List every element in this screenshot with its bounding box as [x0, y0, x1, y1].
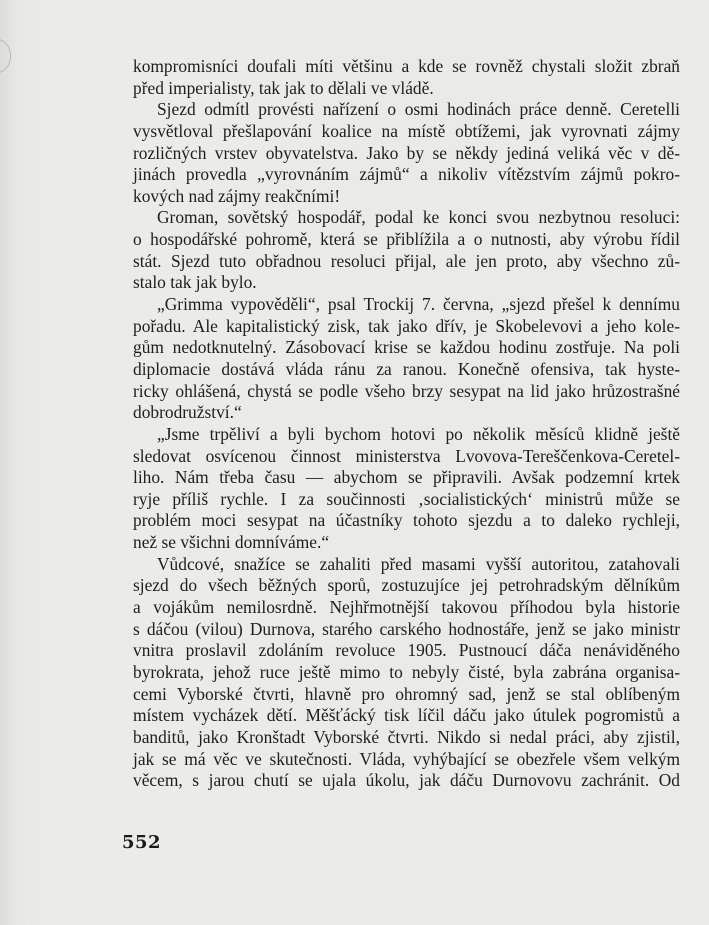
- text-line: kových nad zájmy reakčními!: [133, 185, 341, 206]
- text-line: Vůdcové, snažíce se zahaliti před masami vyšší autoritou, zatahovali: [157, 553, 680, 574]
- text-line: kompromisníci doufali míti většinu a kde se rovněž chystali složit zbraň: [133, 56, 680, 76]
- text-line: pořadu. Ale kapitalistický zisk, tak jako dřív, je Skobelevovi a jeho kole-: [133, 315, 680, 336]
- paragraph: [133, 294, 680, 424]
- text-line: banditů, jako Kronštadt Vyborské čtvrti. Nikdo si nedal práci, aby zjistil,: [133, 726, 680, 747]
- paragraph: [133, 56, 680, 99]
- text-line: a vojákům nemilosrdně. Nejhřmotnější takovou příhodou byla historie: [133, 597, 680, 618]
- text-line: „Jsme trpěliví a byli bychom hotovi po několik měsíců klidně ještě: [157, 423, 680, 444]
- page-number: 552: [122, 832, 162, 853]
- text-line: než se všichni domníváme.“: [133, 532, 330, 553]
- text-line: před imperialisty, tak jak to dělali ve vládě.: [133, 77, 434, 98]
- text-line: Sjezd odmítl provésti nařízení o osmi hodinách práce denně. Ceretelli: [157, 99, 680, 120]
- text-line: gům nedotknutelný. Zásobovací krise se každou hodinu zostřuje. Na poli: [133, 337, 680, 358]
- text-line: vnitra proslavil zdoláním revoluce 1905. Pustnoucí dáča nenáviděného: [133, 640, 680, 661]
- text-line: byrokrata, jehož ruce ještě mimo to nebyly čisté, byla zabrána organisa-: [133, 661, 680, 682]
- text-line: s dáčou (vilou) Durnova, starého carského hodnostáře, jenž se jako ministr: [133, 618, 680, 639]
- binding-curve-mark: [0, 38, 11, 74]
- text-line: jinách provedla „vyrovnáním zájmů“ a nikoliv vítězstvím zájmů pokro-: [133, 164, 680, 185]
- text-line: liho. Nám třeba času — abychom se připravili. Avšak podzemní krtek: [133, 467, 680, 488]
- text-line: stalo tak jak bylo.: [133, 272, 257, 293]
- text-line: místem vycházek dětí. Měšťácký tisk líčil dáču jako útulek pogromistů a: [133, 705, 680, 726]
- text-line: sjezd do všech běžných sporů, zostuzujíce jej petrohradským dělníkům: [133, 575, 680, 596]
- text-line: cemi Vyborské čtvrti, hlavně pro ohromný sad, jenž se stal oblíbeným: [133, 683, 680, 704]
- text-line: stát. Sjezd tuto obřadnou resoluci přijal, ale jen proto, aby všechno zů-: [133, 250, 680, 271]
- text-line: problém moci sesypat na účastníky tohoto sjezdu a to daleko rychleji,: [133, 510, 680, 531]
- text-line: „Grimma vypověděli“, psal Trockij 7. června, „sjezd přešel k dennímu: [157, 294, 680, 315]
- text-line: jak se má věc ve skutečnosti. Vláda, vyhýbající se obezřele všem velkým: [133, 748, 680, 769]
- body-text: [133, 56, 680, 792]
- paragraph: [133, 554, 680, 792]
- text-line: ricky ohlášená, chystá se podle všeho brzy sesypat na lid jako hrůzostrašné: [133, 380, 680, 401]
- text-line: vysvětloval přešlapování koalice na místě obtížemi, jak vyrovnati zájmy: [133, 120, 680, 141]
- text-line: sledovat osvícenou činnost ministerstva Lvovova-Tereščenkova-Ceretel-: [133, 445, 680, 466]
- text-line: rozličných vrstev obyvatelstva. Jako by se někdy jediná veliká věc v dě-: [133, 142, 680, 163]
- paragraph: [133, 207, 680, 294]
- text-line: Groman, sovětský hospodář, podal ke konci svou nezbytnou resoluci:: [157, 207, 680, 228]
- paragraph: [133, 99, 680, 207]
- text-line: dobrodružství.“: [133, 402, 242, 423]
- paragraph: [133, 424, 680, 554]
- text-line: diplomacie dostává vláda ránu za ranou. Konečně ofensiva, tak hyste-: [133, 358, 680, 379]
- text-line: věcem, s jarou chutí se ujala úkolu, jak dáču Durnovovu zachránit. Od: [133, 770, 680, 791]
- text-line: ryje příliš rychle. I za součinnosti ‚socialistických‘ ministrů může se: [133, 488, 680, 509]
- text-line: o hospodářské pohromě, která se přiblížila a o nutnosti, aby výrobu řídil: [133, 229, 680, 250]
